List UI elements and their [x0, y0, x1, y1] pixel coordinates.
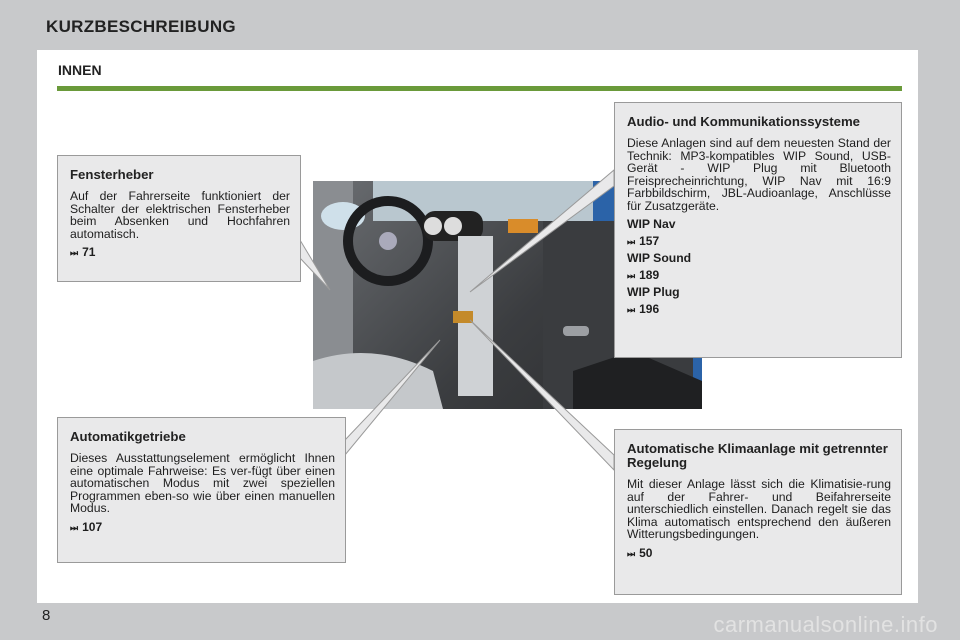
- wip-nav-ref[interactable]: ⏭ 157: [627, 233, 660, 248]
- getriebe-ref[interactable]: ⏭ 107: [70, 519, 103, 534]
- wip-sound-label: WIP Sound: [627, 251, 692, 265]
- section-title: INNEN: [58, 62, 102, 78]
- fensterheber-box: [57, 155, 301, 282]
- watermark: carmanualsonline.info: [713, 612, 938, 637]
- audio-box: [614, 102, 902, 358]
- page-ref-icon: ⏭: [70, 248, 79, 258]
- page-ref-icon: ⏭: [627, 236, 636, 247]
- audio-title: Audio- und Kommunikationssysteme: [627, 114, 861, 129]
- page-ref-icon: ⏭: [627, 548, 636, 559]
- section-divider: [57, 86, 902, 91]
- klima-text: Mit dieser Anlage lässt sich die Klimatisie-rung auf der Fahrer- und Beifahrerseite unterschiedlich einstellen. Danach regelt sie das Klima automatisch entsprechend den äußeren Witterungsbedingungen.: [627, 477, 891, 541]
- fensterheber-title: Fensterheber: [70, 167, 154, 182]
- klima-box: [614, 429, 902, 595]
- page-ref-icon: ⏭: [627, 270, 636, 281]
- page-ref-icon: ⏭: [627, 304, 636, 315]
- audio-text: Diese Anlagen sind auf dem neuesten Stand der Technik: MP3-kompatibles WIP Sound, USB-Gerät - WIP Plug mit Bluetooth Freisprecheinrichtung, WIP Nav mit 16:9 Farbbildschirm, JBL-Audioanlage, Anschlüsse für Zusatzgeräte.: [627, 136, 891, 213]
- header-title: KURZBESCHREIBUNG: [46, 17, 236, 36]
- wip-plug-ref[interactable]: ⏭ 196: [627, 301, 660, 316]
- page-number: 8: [42, 607, 51, 624]
- wip-nav-label: WIP Nav: [627, 217, 676, 231]
- fensterheber-text: Auf der Fahrerseite funktioniert der Schalter der elektrischen Fensterheber beim Absenken und Hochfahren automatisch.: [70, 189, 290, 241]
- getriebe-text: Dieses Ausstattungselement ermöglicht Ihnen eine optimale Fahrweise: Es ver-fügt über einen automatischen Modus mit zwei speziellen Programmen eben-so wie über einen manuellen Modus.: [70, 451, 335, 515]
- wip-sound-ref[interactable]: ⏭ 189: [627, 267, 660, 282]
- klima-ref[interactable]: ⏭ 50: [627, 545, 653, 560]
- page-ref-icon: ⏭: [70, 522, 79, 533]
- wip-plug-label: WIP Plug: [627, 285, 680, 299]
- klima-title: Automatische Klimaanlage mit getrennter Regelung: [627, 441, 888, 470]
- fensterheber-ref[interactable]: ⏭ 71: [70, 245, 96, 259]
- getriebe-box: [57, 417, 346, 563]
- getriebe-title: Automatikgetriebe: [70, 429, 186, 444]
